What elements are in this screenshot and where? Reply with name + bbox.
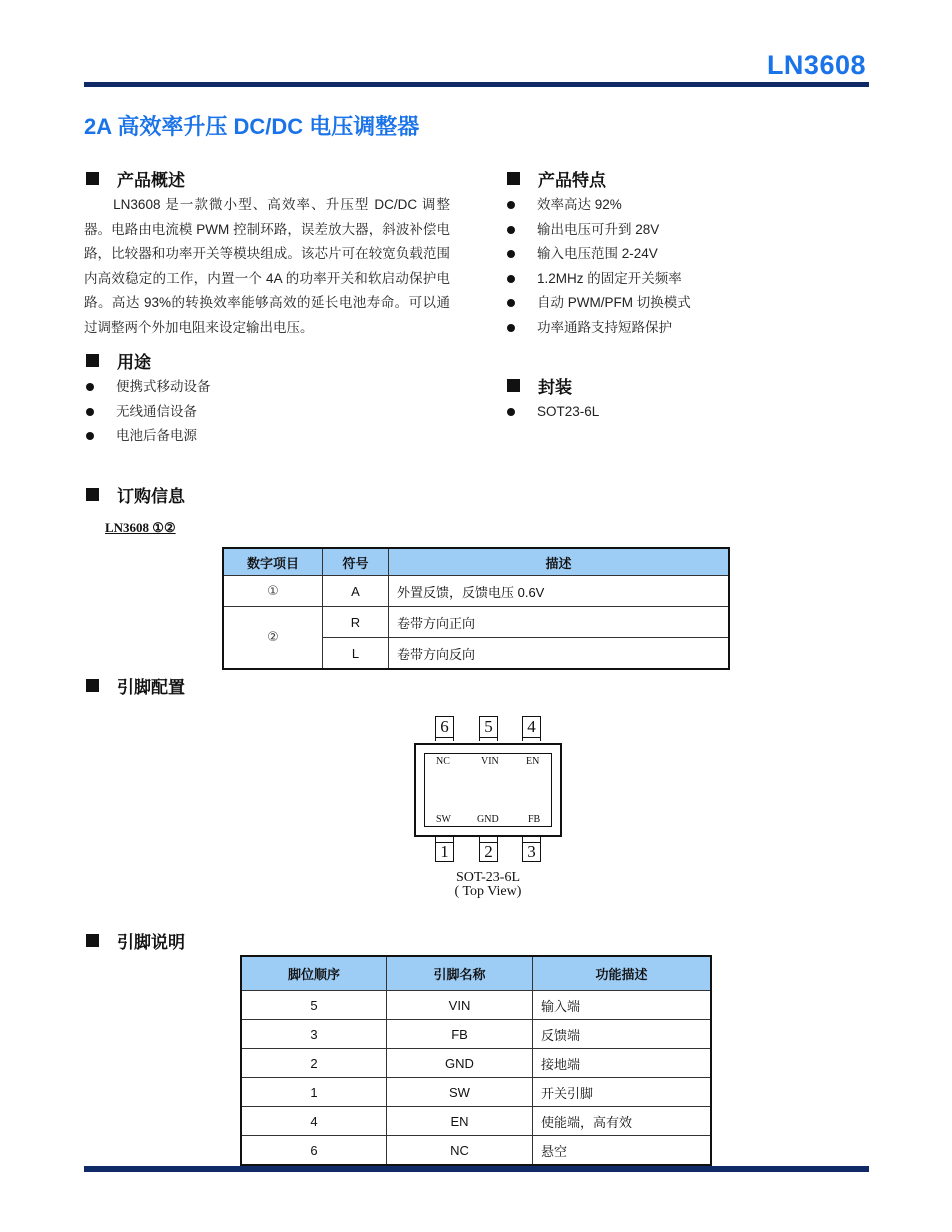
pin-number: 3 [527,842,536,861]
table-row [241,1107,711,1136]
column-header: 符号 [323,548,389,576]
list-item [505,242,691,267]
section-heading-applications [84,348,151,373]
square-bullet-icon [86,354,99,367]
table-cell: 2 [241,1049,387,1078]
pin-label: EN [526,756,540,767]
table-row [241,1136,711,1166]
section-title: 封装 [538,378,572,397]
table-cell: ② [223,607,323,670]
square-bullet-icon [86,934,99,947]
bullet-icon [507,250,515,258]
section-heading-pin-desc [84,928,185,953]
list-item [505,193,691,218]
applications-list [84,375,211,449]
bullet-icon [507,408,515,416]
ordering-table [222,547,730,670]
table-row [241,1049,711,1078]
pin-2 [479,837,498,862]
list-item-text: 功率通路支持短路保护 [537,319,672,335]
table-cell: L [323,638,389,670]
table-header-row [223,548,729,576]
table-cell: 卷带方向反向 [389,638,730,670]
table-row [241,991,711,1020]
package-list [505,400,599,425]
list-item [84,424,211,449]
section-heading-ordering [84,482,185,507]
pin-6 [435,716,454,741]
list-item-text: 无线通信设备 [116,403,197,419]
list-item [505,291,691,316]
table-row [223,576,729,607]
bullet-icon [86,383,94,391]
column-header: 描述 [389,548,730,576]
section-heading-overview [84,166,185,191]
table-cell: 6 [241,1136,387,1166]
bullet-icon [507,201,515,209]
bullet-icon [507,324,515,332]
pin-5 [479,716,498,741]
top-divider [84,82,869,87]
square-bullet-icon [507,379,520,392]
table-cell: A [323,576,389,607]
features-list [505,193,691,340]
list-item [505,316,691,341]
section-title: 引脚配置 [117,678,185,697]
section-heading-package [505,373,572,398]
document-title: 2A 高效率升压 DC/DC 电压调整器 [84,114,420,139]
part-number-header: LN3608 [766,50,866,80]
section-title: 产品概述 [117,171,185,190]
pin-label: FB [528,814,541,825]
column-header: 数字项目 [223,548,323,576]
pin-number: 5 [484,717,493,736]
table-header-row [241,956,711,991]
column-header: 功能描述 [533,956,712,991]
pin-label: GND [477,814,499,825]
table-row [241,1078,711,1107]
bullet-icon [86,432,94,440]
column-header: 引脚名称 [387,956,533,991]
chip-body [414,743,562,837]
table-cell: ① [223,576,323,607]
pin-number: 2 [484,842,493,861]
list-item-text: 便携式移动设备 [116,379,211,394]
table-cell: 4 [241,1107,387,1136]
pinout-diagram [413,716,563,906]
table-cell: FB [387,1020,533,1049]
list-item-text: 自动 PWM/PFM 切换模式 [537,295,691,310]
table-row [223,607,729,638]
table-cell: 外置反馈，反馈电压 0.6V [389,576,730,607]
bullet-icon [507,299,515,307]
pin-number: 6 [440,717,449,736]
list-item-text: 1.2MHz 的固定开关频率 [537,270,682,286]
bullet-icon [507,226,515,234]
table-cell: 反馈端 [533,1020,712,1049]
pin-label: SW [436,814,451,825]
pin-number: 1 [440,842,449,861]
table-cell: 悬空 [533,1136,712,1166]
list-item [505,218,691,243]
table-cell: 输入端 [533,991,712,1020]
square-bullet-icon [86,172,99,185]
package-caption [413,871,563,899]
pin-description-table [240,955,712,1166]
overview-paragraph: LN3608 是一款微小型、高效率、升压型 DC/DC 调整器。电路由电流模 PWM 控制环路，误差放大器，斜波补偿电路，比较器和功率开关等模块组成。该芯片可在较宽负载范围内高效稳定的工作，内置一个 4A 的功率开关和软启动保护电路。高达 93%的转换效率能够高效的延长电池寿命。可以通过调整两个外加电阻来设定输出电压。 [84,197,450,335]
list-item [84,375,211,400]
list-item-text: SOT23-6L [537,404,600,419]
list-item-text: 效率高达 92% [537,197,622,212]
square-bullet-icon [507,172,520,185]
pin-4 [522,716,541,741]
table-cell: VIN [387,991,533,1020]
table-cell: SW [387,1078,533,1107]
square-bullet-icon [86,488,99,501]
list-item-text: 输入电压范围 2-24V [537,246,658,261]
pin-label: VIN [481,756,499,767]
list-item [505,267,691,292]
table-cell: 接地端 [533,1049,712,1078]
pin-label: NC [436,756,450,767]
list-item-text: 电池后备电源 [116,428,197,443]
table-cell: 卷带方向正向 [389,607,730,638]
section-title: 订购信息 [117,487,185,506]
table-cell: NC [387,1136,533,1166]
table-cell: GND [387,1049,533,1078]
square-bullet-icon [86,679,99,692]
pin-3 [522,837,541,862]
table-cell: 1 [241,1078,387,1107]
pin-number: 4 [527,717,536,736]
table-row [241,1020,711,1049]
table-cell: 5 [241,991,387,1020]
table-cell: 开关引脚 [533,1078,712,1107]
pin-1 [435,837,454,862]
table-cell: R [323,607,389,638]
table-cell: 使能端，高有效 [533,1107,712,1136]
column-header: 脚位顺序 [241,956,387,991]
section-title: 用途 [117,353,151,372]
section-title: 产品特点 [538,171,606,190]
list-item [84,400,211,425]
table-cell: 3 [241,1020,387,1049]
package-name: SOT-23-6L [455,870,521,885]
bullet-icon [507,275,515,283]
bullet-icon [86,408,94,416]
order-code: LN3608 ①② [105,520,176,535]
bottom-divider [84,1166,869,1172]
section-heading-features [505,166,606,191]
list-item [505,400,599,425]
view-label: ( Top View) [454,884,522,899]
section-title: 引脚说明 [117,933,185,952]
table-cell: EN [387,1107,533,1136]
list-item-text: 输出电压可升到 28V [537,221,660,237]
section-heading-pinout [84,673,185,698]
